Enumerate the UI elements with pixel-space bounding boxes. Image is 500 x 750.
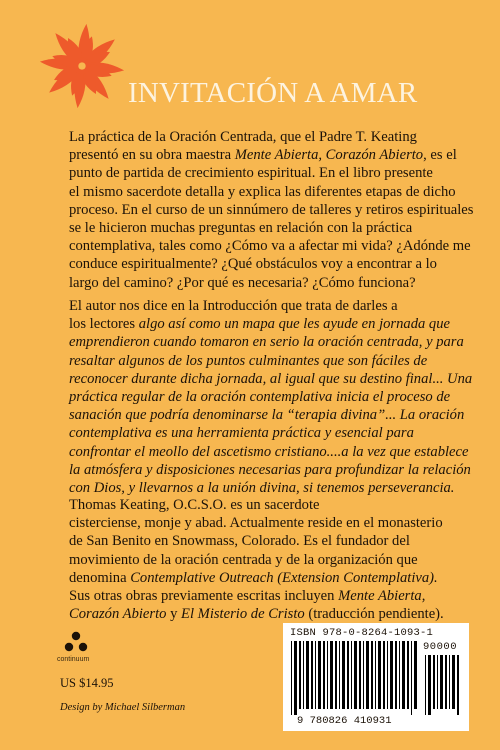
text-line: punto de partida de crecimiento espiritual. En el libro presente <box>69 165 433 182</box>
text-line: práctica regular de la oración contemplativa inicia el proceso de <box>69 389 451 406</box>
text-line: cisterciense, monje y abad. Actualmente reside en el monasterio <box>69 515 443 532</box>
text-line: proceso. En el curso de un sinnúmero de talleres y retiros espirituales <box>69 201 474 218</box>
author-bio-paragraph <box>69 496 444 623</box>
book-title: INVITACIÓN A AMAR <box>128 77 418 109</box>
text-line: de San Benito en Snowmass, Colorado. Es el fundador del <box>69 533 410 550</box>
text-line: la atmósfera y disposiciones necesarias para profundizar la relación <box>69 461 471 478</box>
addon-barcode-icon <box>423 655 463 715</box>
text-line: El autor nos dice en la Introducción que trata de darles a <box>69 298 398 314</box>
text-line: emprendieron cuando tomaron en serio la oración centrada, y para <box>69 334 464 351</box>
text-line: largo del camino? ¿Por qué es necesaria? ¿Cómo funciona? <box>69 274 416 291</box>
text-line: resaltar algunos de los puntos culminantes que son fáciles de <box>69 352 428 369</box>
price-label: US $14.95 <box>60 676 114 690</box>
text-line: sanación que podría denominarse la “terapia divina”... La oración <box>69 407 465 424</box>
text-line: contemplativa es una herramienta práctica y esencial para <box>69 425 414 442</box>
barcode-icon <box>289 641 419 715</box>
text-line: se le hicieron muchas preguntas en relación con la práctica <box>69 220 413 237</box>
text-line: La práctica de la Oración Centrada, que el Padre T. Keating <box>69 129 417 145</box>
text-line: reconocer durante dicha jornada, al igual que su destino final... Una <box>69 370 473 387</box>
barcode-panel <box>283 623 469 731</box>
isbn-label: ISBN 978-0-8264-1093-1 <box>290 627 434 639</box>
text-line: Sus otras obras previamente escritas incluyen Mente Abierta, <box>69 588 426 605</box>
text-line: conduce espiritualmente? ¿Qué obstáculos voy a encontrar a lo <box>69 256 437 273</box>
text-line: movimiento de la oración centrada y de la organización que <box>69 551 418 568</box>
publisher-name: continuum <box>57 656 90 663</box>
text-line: confrontar el meollo del ascetismo cristiano....a la vez que establece <box>69 443 469 460</box>
synopsis-paragraph <box>69 128 473 292</box>
text-line: el mismo sacerdote detalla y explica las diferentes etapas de dicho <box>69 183 456 200</box>
sun-flower-emblem-icon <box>36 20 128 112</box>
author-intro-paragraph <box>69 297 472 497</box>
text-line: denomina Contemplative Outreach (Extension Contemplativa). <box>69 569 438 586</box>
text-line: Thomas Keating, O.C.S.O. es un sacerdote <box>69 497 320 513</box>
text-line: contemplativa, tales como ¿Cómo va a afectar mi vida? ¿Adónde me <box>69 238 471 255</box>
continuum-logo-icon <box>59 630 93 654</box>
design-credit: Design by Michael Silberman <box>60 702 186 713</box>
addon-code: 90000 <box>423 641 458 653</box>
text-line: Corazón Abierto y El Misterio de Cristo (traducción pendiente). <box>69 606 444 623</box>
text-line: con Dios, y llevarnos a la unión divina, si tenemos perseverancia. <box>69 480 455 497</box>
text-line: los lectores algo así como un mapa que les ayude en jornada que <box>69 316 451 333</box>
text-line: presentó en su obra maestra Mente Abierta, Corazón Abierto, es el <box>69 147 457 164</box>
barcode-number: 9 780826 410931 <box>297 715 392 727</box>
